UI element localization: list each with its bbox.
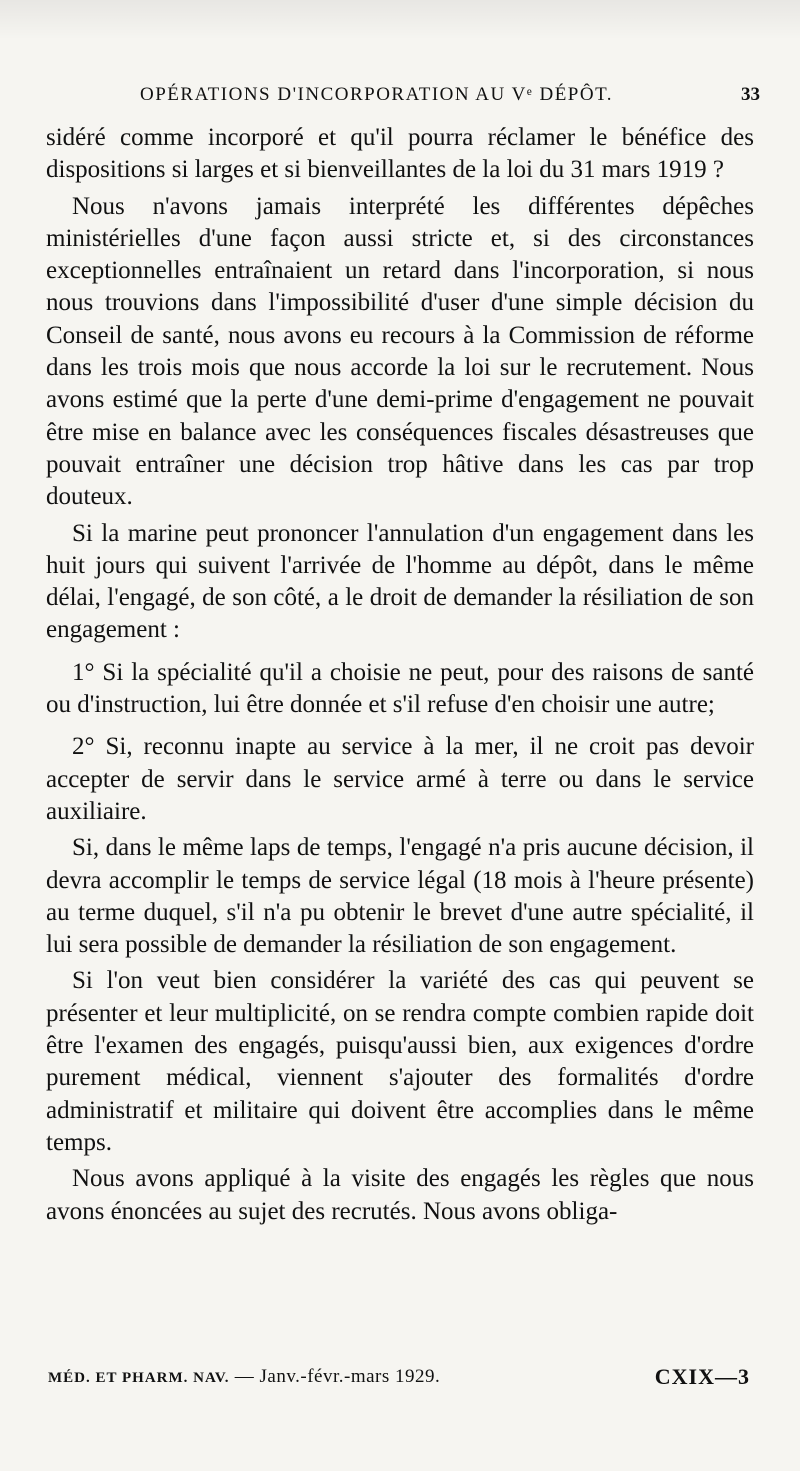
paragraph: Si, dans le même laps de temps, l'engagé n'a pris aucune décision, il devra accomplir le temps de service légal (18 mois à l'heure présente) au terme duquel, s'il n'a pu obtenir le brevet d'une autre spécialité, il lui sera possible de demander la résiliation de son engagement. (46, 834, 754, 959)
list-item-1: 1° Si la spécialité qu'il a choisie ne peut, pour des raisons de santé ou d'instruction, lui être donnée et s'il refuse d'en choisir une autre; (46, 658, 754, 719)
journal-name: MÉD. ET PHARM. NAV. (48, 1370, 230, 1386)
page-footer (48, 1366, 750, 1400)
paragraph: Si la marine peut prononcer l'annulation d'un engagement dans les huit jours qui suivent l'arrivée de l'homme au dépôt, dans le même délai, l'engagé, de son côté, a le droit de demander la résiliation de son engagement : (46, 519, 754, 644)
running-title: OPÉRATIONS D'INCORPORATION AU Vᵉ DÉPÔT. (140, 84, 614, 105)
running-header (140, 84, 760, 114)
footer-source (48, 1366, 440, 1388)
paragraph: Nous avons appliqué à la visite des engagés les règles que nous avons énoncées au sujet des recrutés. Nous avons obliga- (46, 1165, 754, 1225)
page-number: 33 (741, 84, 760, 105)
body-text (46, 122, 754, 1232)
paragraph: Si l'on veut bien considérer la variété des cas qui peuvent se présenter et leur multiplicité, on se rendra compte combien rapide doit être l'examen des engagés, puisqu'aussi bien, aux exigences d'ordre purement médical, viennent s'ajouter des formalités d'ordre administratif et militaire qui doivent être accomplies dans le même temps. (46, 967, 754, 1156)
paragraph-continuation: sidéré comme incorporé et qu'il pourra réclamer le bénéfice des dispositions si larges et si bienveillantes de la loi du 31 mars 1919 ? (46, 124, 754, 184)
list-item-2: 2° Si, reconnu inapte au service à la mer, il ne croit pas devoir accepter de servir dans le service armé à terre ou dans le service auxiliaire. (46, 733, 754, 825)
printer-signature: CXIX—3 (654, 1364, 750, 1389)
paragraph: Nous n'avons jamais interprété les différentes dépêches ministérielles d'une façon aussi stricte et, si des circonstances exceptionnelles entraînaient un retard dans l'incorporation, si nous nous trouvions dans l'impossibilité d'user d'une simple décision du Conseil de santé, nous avons eu recours à la Commission de réforme dans les trois mois que nous accorde la loi sur le recrutement. Nous avons estimé que la perte d'une demi-prime d'engagement ne pouvait être mise en balance avec les conséquences fiscales désastreuses que pouvait entraîner une décision trop hâtive dans les cas par trop douteux. (46, 192, 754, 511)
issue-date: — Janv.-févr.-mars 1929. (229, 1366, 441, 1387)
